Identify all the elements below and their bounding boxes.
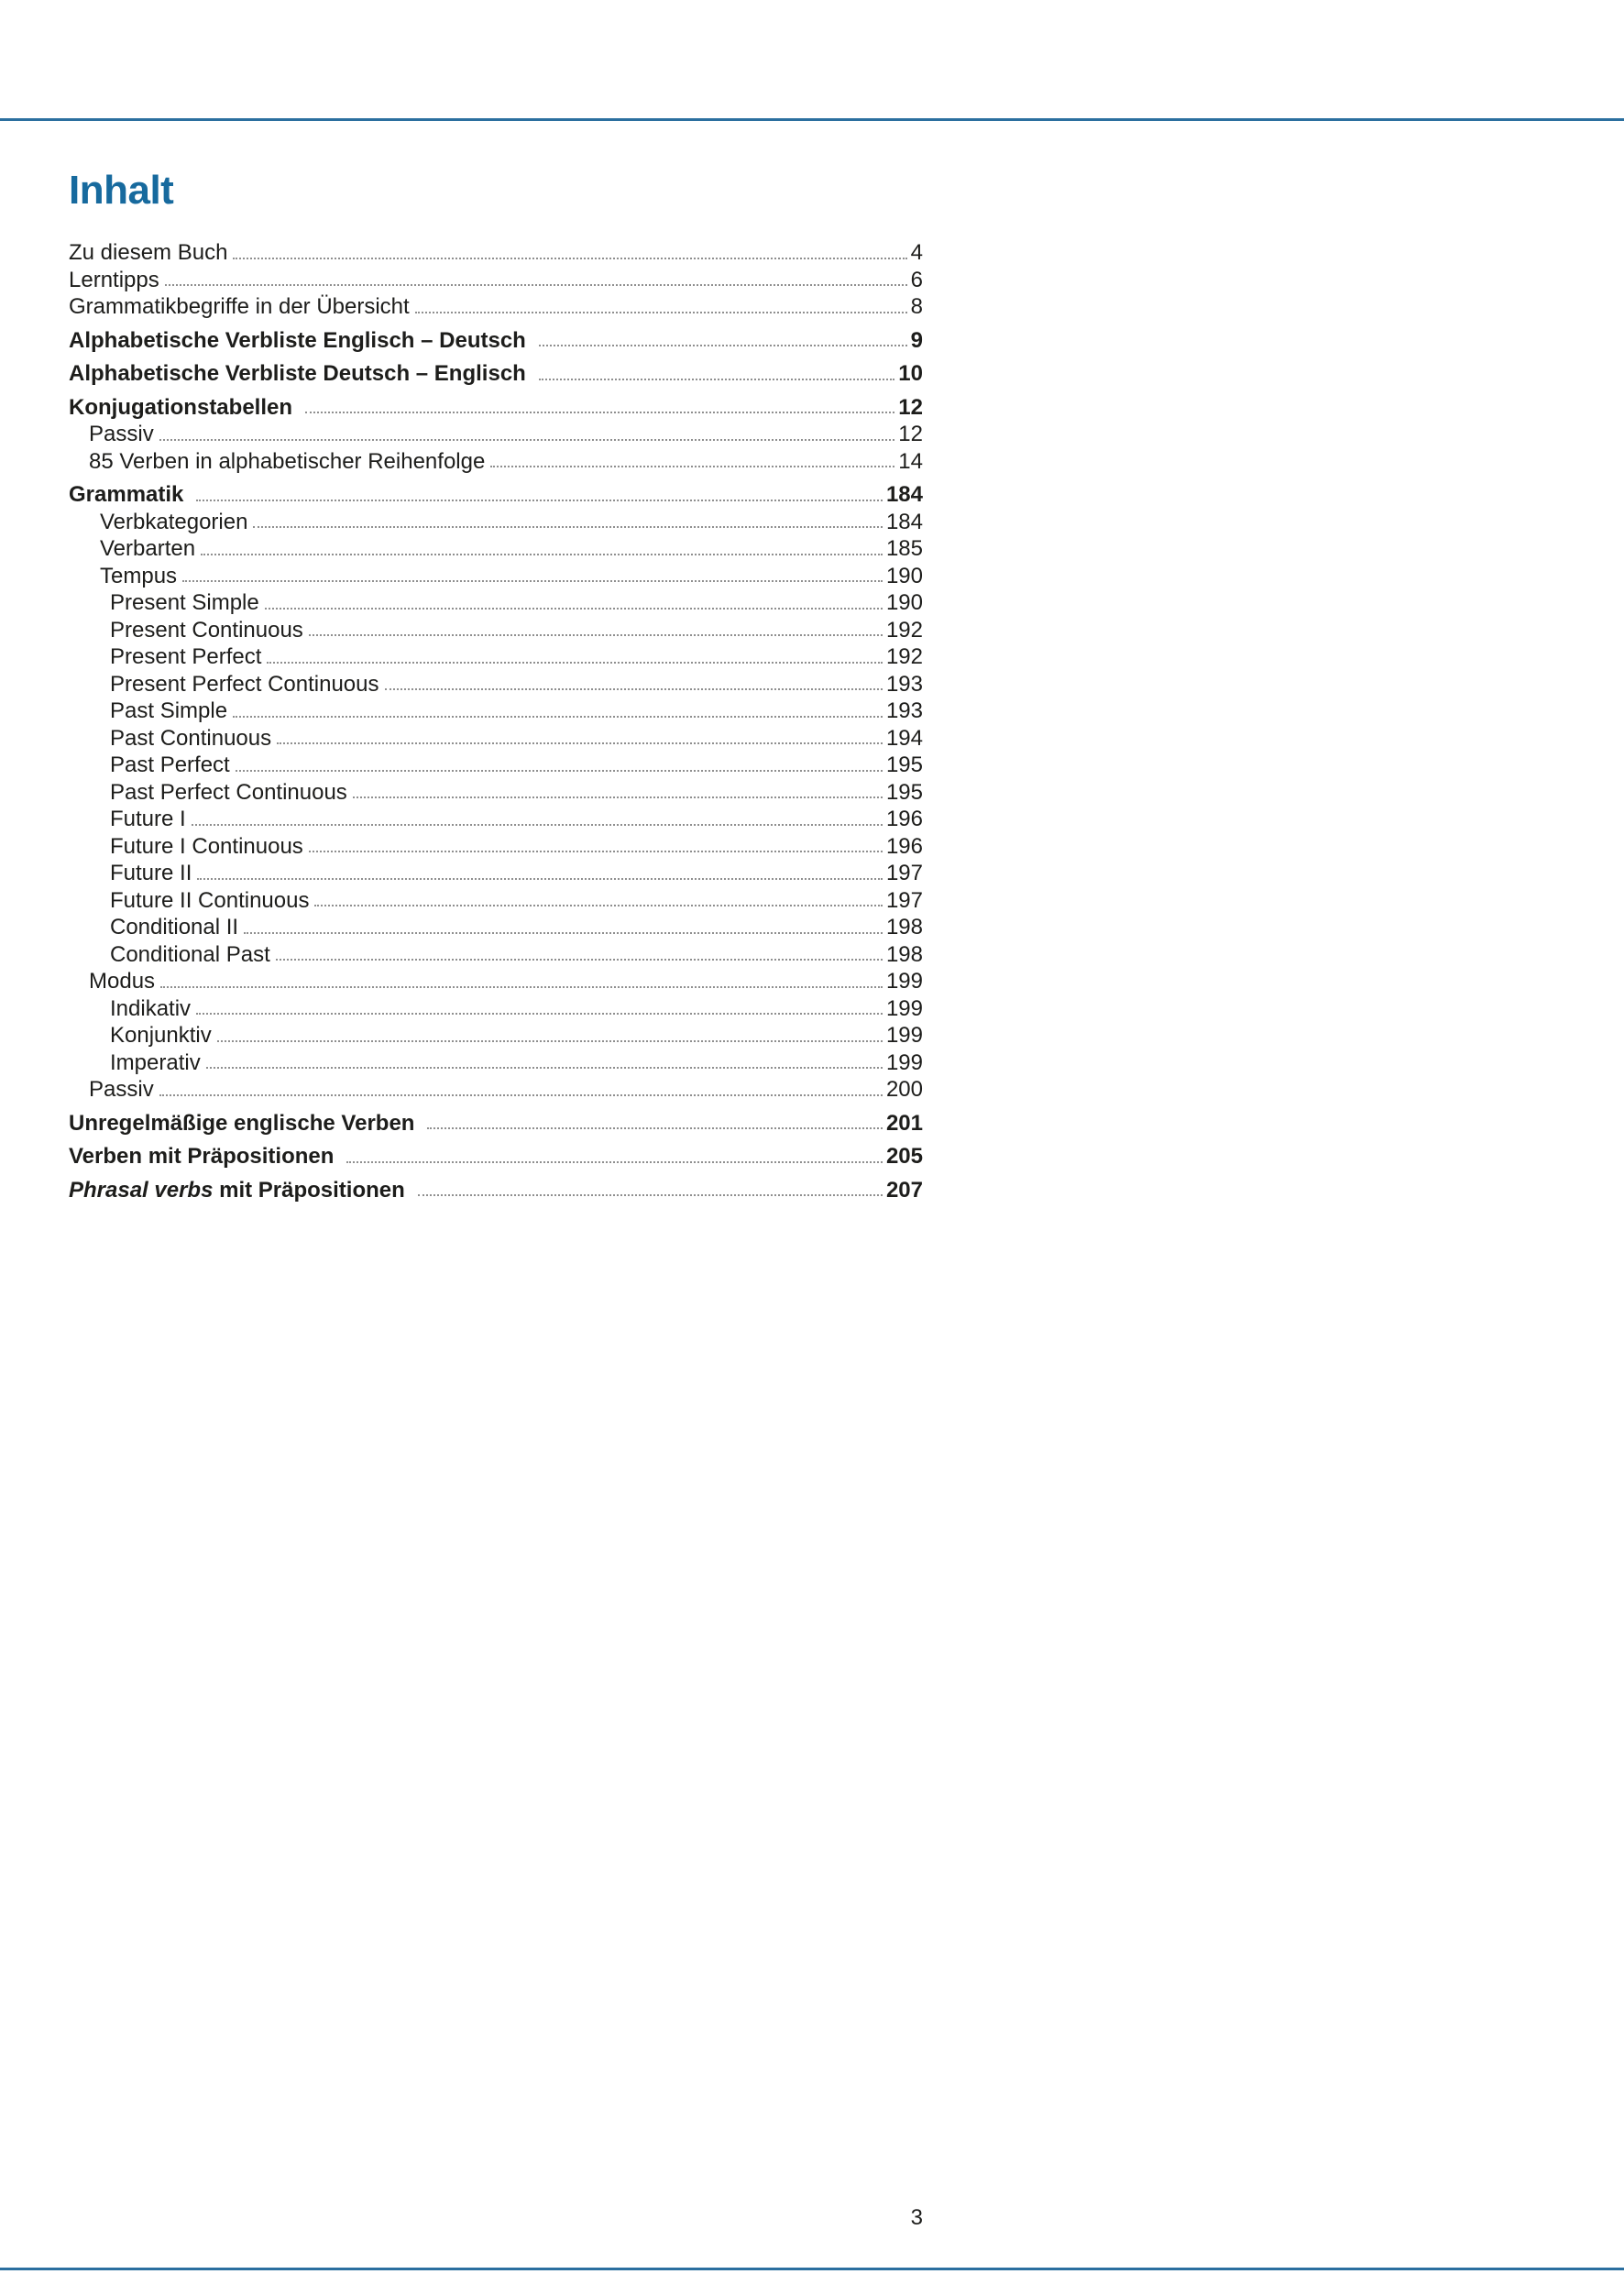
toc-entry xyxy=(69,588,923,615)
toc-entry-label: Future I xyxy=(110,807,186,832)
toc-entry-label: Lerntipps xyxy=(69,267,159,292)
toc-entry-page: 10 xyxy=(898,361,923,387)
toc-entry-page: 190 xyxy=(885,590,923,616)
dotted-leader xyxy=(201,554,883,555)
toc-entry xyxy=(69,696,923,723)
toc-entry-page: 199 xyxy=(885,1049,923,1075)
toc-entry-page: 9 xyxy=(910,327,923,353)
toc-entry xyxy=(69,831,923,859)
toc-entry-label: Present Perfect Continuous xyxy=(110,671,379,697)
toc-entry xyxy=(69,966,923,994)
dotted-leader xyxy=(217,1040,883,1042)
dotted-leader xyxy=(305,412,894,413)
toc-entry-page: 190 xyxy=(885,563,923,588)
toc-entry-page: 195 xyxy=(885,779,923,805)
toc-entry-page: 185 xyxy=(885,536,923,562)
toc-entry-label: Phrasal verbs mit Präpositionen xyxy=(69,1177,405,1203)
toc-entry xyxy=(69,1020,923,1048)
toc-entry-label: Future I Continuous xyxy=(110,833,303,859)
toc-entry-page: 14 xyxy=(898,448,923,474)
toc-entry-page: 196 xyxy=(885,807,923,832)
toc-entry xyxy=(69,561,923,588)
toc-entry-page: 184 xyxy=(885,482,923,508)
dotted-leader xyxy=(539,345,907,346)
toc-entry xyxy=(69,642,923,669)
dotted-leader xyxy=(415,312,907,313)
toc-entry xyxy=(69,358,923,386)
toc-entry-label: Zu diesem Buch xyxy=(69,240,228,266)
toc-entry-page: 198 xyxy=(885,941,923,967)
page-title: Inhalt xyxy=(69,168,174,213)
dotted-leader xyxy=(206,1067,883,1069)
dotted-leader xyxy=(539,379,894,380)
toc-entry xyxy=(69,615,923,643)
toc-entry-label: Past Simple xyxy=(110,698,228,724)
toc-entry xyxy=(69,507,923,534)
toc-entry-label: Konjugationstabellen xyxy=(69,394,293,420)
toc-entry-page: 193 xyxy=(885,671,923,697)
toc-entry-page: 12 xyxy=(898,394,923,420)
toc-entry-label: Grammatikbegriffe in der Übersicht xyxy=(69,294,410,320)
toc-entry-page: 198 xyxy=(885,915,923,940)
toc-entry-label: Present Perfect xyxy=(110,644,262,670)
dotted-leader xyxy=(159,1094,883,1096)
dotted-leader xyxy=(160,986,883,988)
dotted-leader xyxy=(309,851,883,852)
toc-entry-label: 85 Verben in alphabetischer Reihenfolge xyxy=(89,448,486,474)
dotted-leader xyxy=(276,959,883,961)
toc-entry-page: 197 xyxy=(885,887,923,913)
dotted-leader xyxy=(346,1161,883,1163)
dotted-leader xyxy=(196,500,883,501)
toc-entry-label: Past Perfect Continuous xyxy=(110,779,347,805)
toc-entry-page: 4 xyxy=(910,240,923,266)
toc-entry xyxy=(69,804,923,831)
toc-entry-label: Future II xyxy=(110,861,192,886)
toc-entry-label: Alphabetische Verbliste Deutsch – Englisch xyxy=(69,361,526,387)
toc-entry xyxy=(69,669,923,697)
dotted-leader xyxy=(490,466,894,467)
toc-entry-label: Passiv xyxy=(89,1077,154,1103)
toc-entry xyxy=(69,994,923,1021)
toc-entry-page: 195 xyxy=(885,753,923,778)
dotted-leader xyxy=(309,634,883,636)
toc-entry-label: Indikativ xyxy=(110,995,192,1021)
toc-entry-page: 12 xyxy=(898,422,923,447)
toc-entry-label: Alphabetische Verbliste Englisch – Deutsch xyxy=(69,327,526,353)
toc-entry-label: Tempus xyxy=(100,563,178,588)
dotted-leader xyxy=(182,580,883,582)
top-rule xyxy=(0,118,1624,121)
toc-entry-page: 197 xyxy=(885,861,923,886)
toc-entry xyxy=(69,325,923,353)
toc-entry-page: 199 xyxy=(885,1023,923,1049)
toc-entry-label: Imperativ xyxy=(110,1049,201,1075)
toc-entry-label: Verben mit Präpositionen xyxy=(69,1144,335,1170)
dotted-leader xyxy=(427,1127,882,1129)
toc-entry-page: 194 xyxy=(885,725,923,751)
toc-entry xyxy=(69,237,923,265)
toc-entry-label: Past Continuous xyxy=(110,725,272,751)
bottom-rule xyxy=(0,2268,1624,2270)
dotted-leader xyxy=(265,608,883,610)
dotted-leader xyxy=(233,716,883,718)
toc-entry xyxy=(69,479,923,507)
toc-entry xyxy=(69,885,923,913)
dotted-leader xyxy=(353,796,883,798)
toc-entry-label: Grammatik xyxy=(69,482,184,508)
toc-entry-page: 192 xyxy=(885,644,923,670)
toc-entry xyxy=(69,1175,923,1203)
dotted-leader xyxy=(159,439,895,441)
toc-entry xyxy=(69,392,923,420)
toc-entry xyxy=(69,533,923,561)
toc-entry xyxy=(69,723,923,751)
toc-entry xyxy=(69,1074,923,1102)
toc-entry-page: 207 xyxy=(885,1177,923,1203)
dotted-leader xyxy=(165,284,907,286)
toc-entry-page: 6 xyxy=(910,267,923,292)
page-number: 3 xyxy=(910,2205,923,2230)
dotted-leader xyxy=(314,905,883,906)
toc-entry-label: Verbarten xyxy=(100,536,196,562)
toc-entry-page: 201 xyxy=(885,1110,923,1136)
toc-entry-label: Conditional Past xyxy=(110,941,270,967)
toc-entry-label: Modus xyxy=(89,969,156,994)
toc-page-content xyxy=(69,168,923,1202)
toc-entry xyxy=(69,777,923,805)
dotted-leader xyxy=(253,526,883,528)
toc-entry-label: Past Perfect xyxy=(110,753,230,778)
toc-entry xyxy=(69,939,923,967)
toc-entry-label: Konjunktiv xyxy=(110,1023,212,1049)
toc-entry-label: Present Simple xyxy=(110,590,259,616)
dotted-leader xyxy=(418,1194,883,1196)
dotted-leader xyxy=(236,770,883,772)
toc-entry xyxy=(69,291,923,319)
toc-entry-label: Verbkategorien xyxy=(100,509,248,534)
toc-entry-label: Present Continuous xyxy=(110,617,303,643)
table-of-contents xyxy=(69,237,923,1202)
dotted-leader xyxy=(197,878,883,880)
toc-entry-page: 199 xyxy=(885,995,923,1021)
toc-entry-page: 192 xyxy=(885,617,923,643)
toc-entry-label: Future II Continuous xyxy=(110,887,310,913)
dotted-leader xyxy=(244,932,883,934)
toc-entry-page: 205 xyxy=(885,1144,923,1170)
dotted-leader xyxy=(267,662,883,664)
toc-entry-label: Unregelmäßige englische Verben xyxy=(69,1110,415,1136)
dotted-leader xyxy=(233,258,906,259)
toc-entry xyxy=(69,265,923,292)
toc-entry xyxy=(69,419,923,446)
dotted-leader xyxy=(196,1013,883,1015)
toc-entry xyxy=(69,1108,923,1136)
toc-entry-page: 196 xyxy=(885,833,923,859)
toc-entry-page: 8 xyxy=(910,294,923,320)
dotted-leader xyxy=(277,742,883,744)
toc-entry xyxy=(69,1141,923,1169)
toc-entry xyxy=(69,1048,923,1075)
toc-entry xyxy=(69,446,923,474)
toc-entry xyxy=(69,858,923,885)
dotted-leader xyxy=(192,824,883,826)
dotted-leader xyxy=(385,688,883,690)
toc-entry xyxy=(69,750,923,777)
toc-entry-label: Conditional II xyxy=(110,915,239,940)
toc-entry-label: Passiv xyxy=(89,422,154,447)
toc-entry-page: 184 xyxy=(885,509,923,534)
toc-entry xyxy=(69,912,923,939)
toc-entry-page: 193 xyxy=(885,698,923,724)
toc-entry-page: 200 xyxy=(885,1077,923,1103)
toc-entry-page: 199 xyxy=(885,969,923,994)
